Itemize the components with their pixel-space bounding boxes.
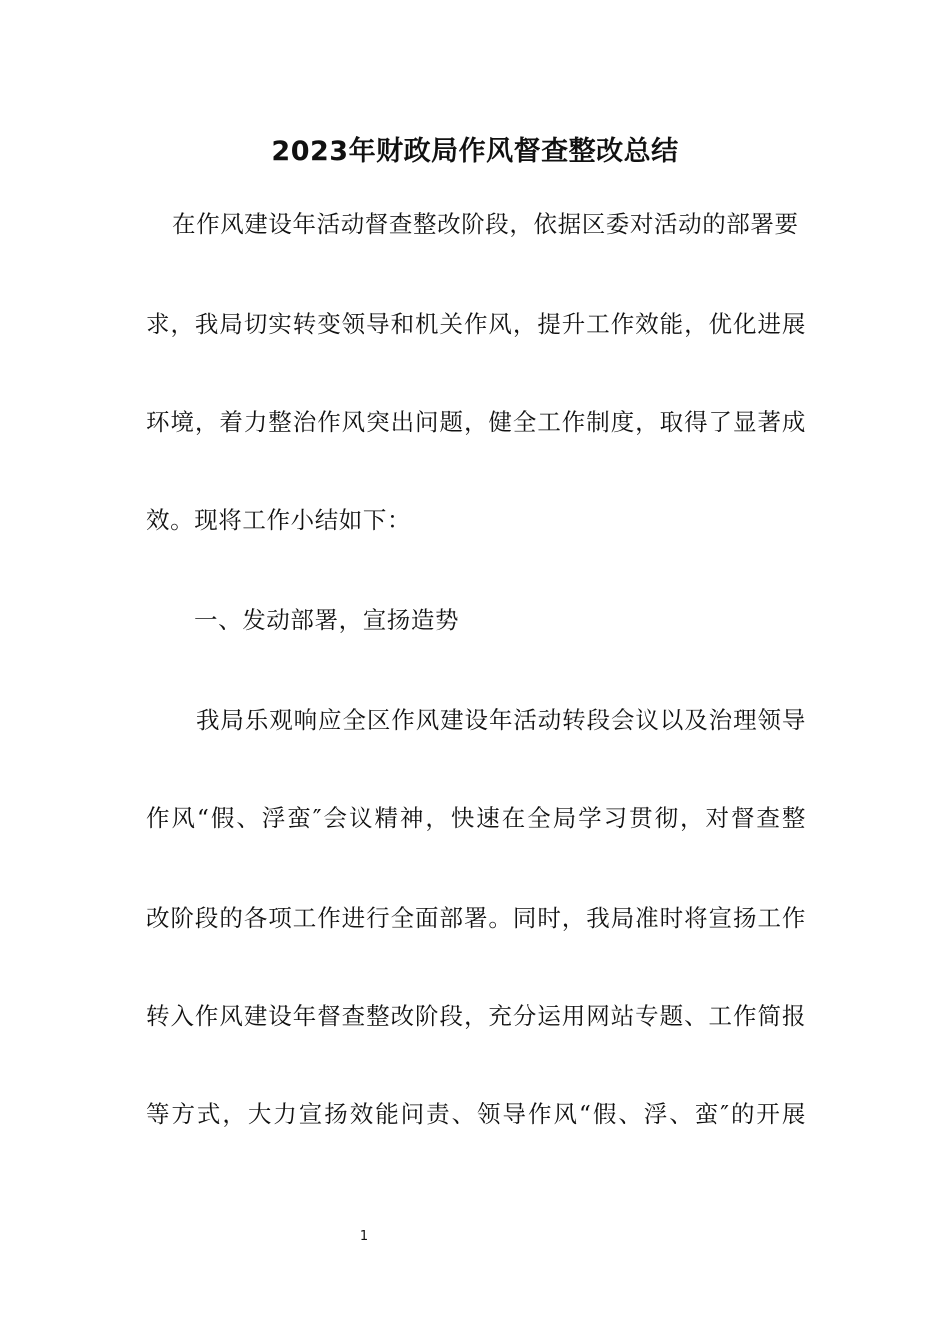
document-title: 2023年财政局作风督查整改总结 (271, 136, 679, 167)
paragraph-line: 在作风建设年活动督查整改阶段，依据区委对活动的部署要 (172, 210, 799, 238)
paragraph-line: 环境，着力整治作风突出问题，健全工作制度，取得了显著成 (146, 408, 806, 436)
paragraph-line: 转入作风建设年督查整改阶段，充分运用网站专题、工作简报 (146, 1002, 806, 1030)
paragraph-line: 效。现将工作小结如下： (146, 506, 412, 534)
paragraph-line: 我局乐观响应全区作风建设年活动转段会议以及治理领导 (196, 706, 806, 734)
section-heading: 一、发动部署，宣扬造势 (194, 606, 460, 634)
paragraph-line: 改阶段的各项工作进行全面部署。同时，我局准时将宣扬工作 (146, 904, 806, 932)
paragraph-line: 作风“假、浮蛮″会议精神，快速在全局学习贯彻，对督查整 (146, 804, 806, 832)
paragraph-line: 求，我局切实转变领导和机关作风，提升工作效能，优化进展 (146, 310, 806, 338)
paragraph-line: 等方式，大力宣扬效能问责、领导作风“假、浮、蛮″的开展 (146, 1100, 806, 1128)
page-number: 1 (359, 1229, 369, 1244)
